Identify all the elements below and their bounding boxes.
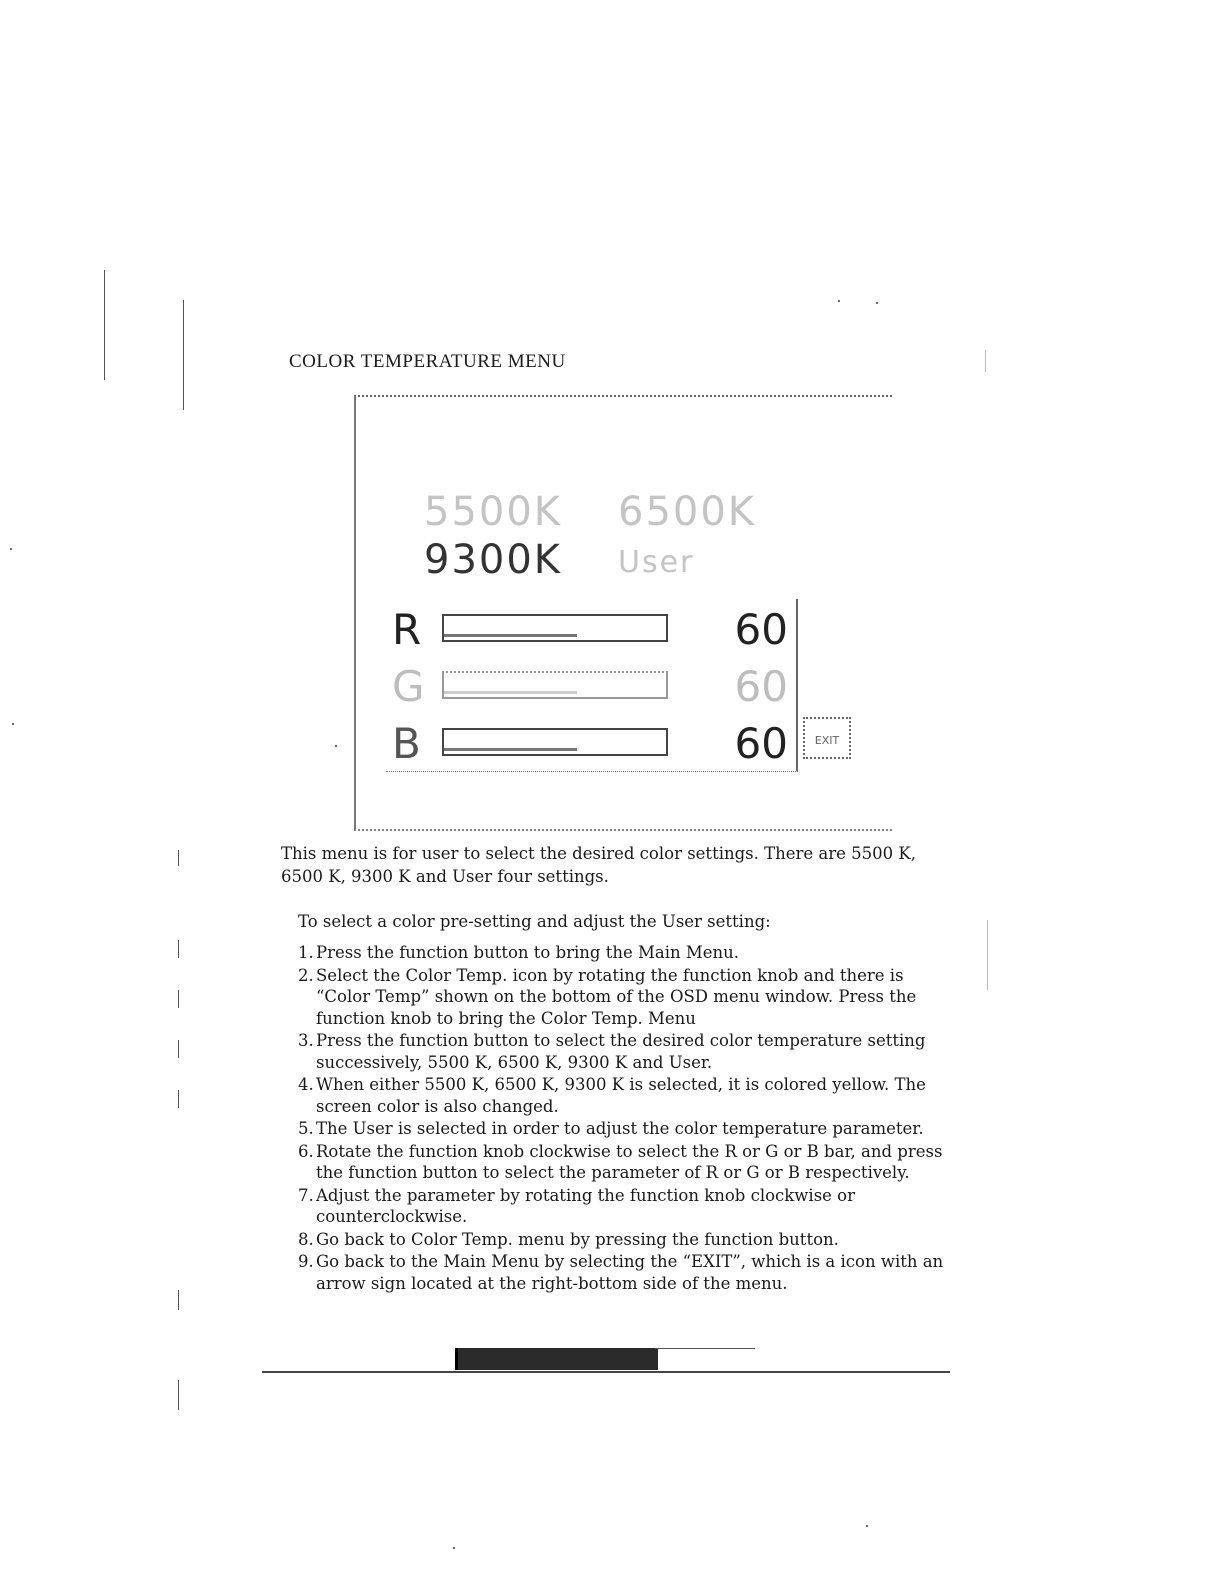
scan-mark xyxy=(838,300,840,302)
steps-lead: To select a color pre-setting and adjust the User setting: xyxy=(298,912,771,931)
step-number: 5. xyxy=(298,1119,314,1138)
list-item xyxy=(298,965,948,1030)
scan-mark xyxy=(183,300,184,410)
preset-6500k: 6500K xyxy=(618,489,757,535)
step-text: Select the Color Temp. icon by rotating the function knob and there is “Color Temp” shown on the bottom of the OSD menu window. Press the function knob to bring the Color Temp. Menu xyxy=(316,965,917,1028)
step-number: 2. xyxy=(298,965,314,985)
bar-value-b: 60 xyxy=(734,719,788,768)
rgb-bars xyxy=(386,599,798,772)
exit-label: EXIT xyxy=(814,734,840,747)
scan-mark xyxy=(178,1040,179,1058)
scan-mark xyxy=(10,548,12,550)
bar-value-g: 60 xyxy=(734,662,788,711)
page-title: COLOR TEMPERATURE MENU xyxy=(289,351,566,372)
bar-letter-b: B xyxy=(392,719,421,768)
step-number: 7. xyxy=(298,1185,314,1205)
scan-mark xyxy=(866,1525,868,1527)
step-number: 6. xyxy=(298,1141,314,1161)
footer-rule xyxy=(262,1371,950,1373)
bar-row-b xyxy=(386,719,796,769)
scan-mark xyxy=(335,745,337,747)
bar-row-g xyxy=(386,662,796,712)
step-text: Adjust the parameter by rotating the function knob clockwise or counterclockwise. xyxy=(316,1185,855,1226)
step-text: Go back to Color Temp. menu by pressing the function button. xyxy=(316,1229,839,1249)
step-number: 4. xyxy=(298,1075,314,1094)
scan-mark xyxy=(178,1090,179,1108)
step-text: Rotate the function knob clockwise to select the R or G or B bar, and press the function button to select the parameter of R or G or B respectively. xyxy=(316,1141,943,1182)
osd-illustration xyxy=(354,395,892,831)
list-item xyxy=(298,1030,948,1073)
list-item xyxy=(298,1074,948,1117)
list-item xyxy=(298,1141,948,1184)
step-number: 3. xyxy=(298,1031,314,1050)
step-text: Press the function button to bring the Main Menu. xyxy=(316,943,740,962)
list-item xyxy=(298,942,948,964)
scan-mark xyxy=(178,940,179,958)
preset-user: User xyxy=(618,545,695,580)
list-item xyxy=(298,1118,948,1140)
scan-mark xyxy=(985,350,986,372)
step-number: 8. xyxy=(298,1229,314,1249)
scan-mark xyxy=(104,270,105,380)
scan-mark xyxy=(178,1290,179,1310)
list-item xyxy=(298,1229,948,1251)
bar-fill-r xyxy=(444,634,577,637)
scan-mark xyxy=(178,850,179,866)
bar-value-r: 60 xyxy=(734,605,788,654)
bar-letter-r: R xyxy=(392,605,422,654)
step-number: 9. xyxy=(298,1252,314,1271)
footer-tab xyxy=(455,1348,658,1370)
preset-9300k: 9300K xyxy=(424,537,563,583)
bar-track-g xyxy=(442,671,668,699)
preset-5500k: 5500K xyxy=(424,489,563,535)
step-number: 1. xyxy=(298,943,314,962)
step-text: Press the function button to select the desired color temperature setting successively, 5500 K, 6500 K, 9300 K and User. xyxy=(316,1031,926,1072)
footer-rule xyxy=(655,1348,755,1349)
list-item xyxy=(298,1251,948,1294)
bar-fill-g xyxy=(444,691,577,694)
scan-mark xyxy=(987,920,988,990)
scan-mark xyxy=(178,990,179,1008)
step-text: The User is selected in order to adjust the color temperature parameter. xyxy=(316,1119,924,1138)
exit-arrow-icon xyxy=(803,717,851,759)
scan-mark xyxy=(178,1380,179,1410)
scan-mark xyxy=(876,302,878,304)
step-text: Go back to the Main Menu by selecting the “EXIT”, which is a icon with an arrow sign located at the right-bottom side of the menu. xyxy=(316,1252,944,1293)
bar-track-r xyxy=(442,614,668,642)
list-item xyxy=(298,1185,948,1228)
bar-track-b xyxy=(442,728,668,756)
bar-row-r xyxy=(386,605,796,655)
bar-letter-g: G xyxy=(392,662,425,711)
scan-mark xyxy=(12,723,14,725)
bar-fill-b xyxy=(444,748,577,751)
step-text: When either 5500 K, 6500 K, 9300 K is selected, it is colored yellow. The screen color is also changed. xyxy=(316,1075,926,1116)
scan-mark xyxy=(453,1547,455,1549)
intro-paragraph: This menu is for user to select the desired color settings. There are 5500 K, 6500 K, 9300 K and User four settings. xyxy=(281,844,916,886)
steps-list xyxy=(298,942,948,1295)
